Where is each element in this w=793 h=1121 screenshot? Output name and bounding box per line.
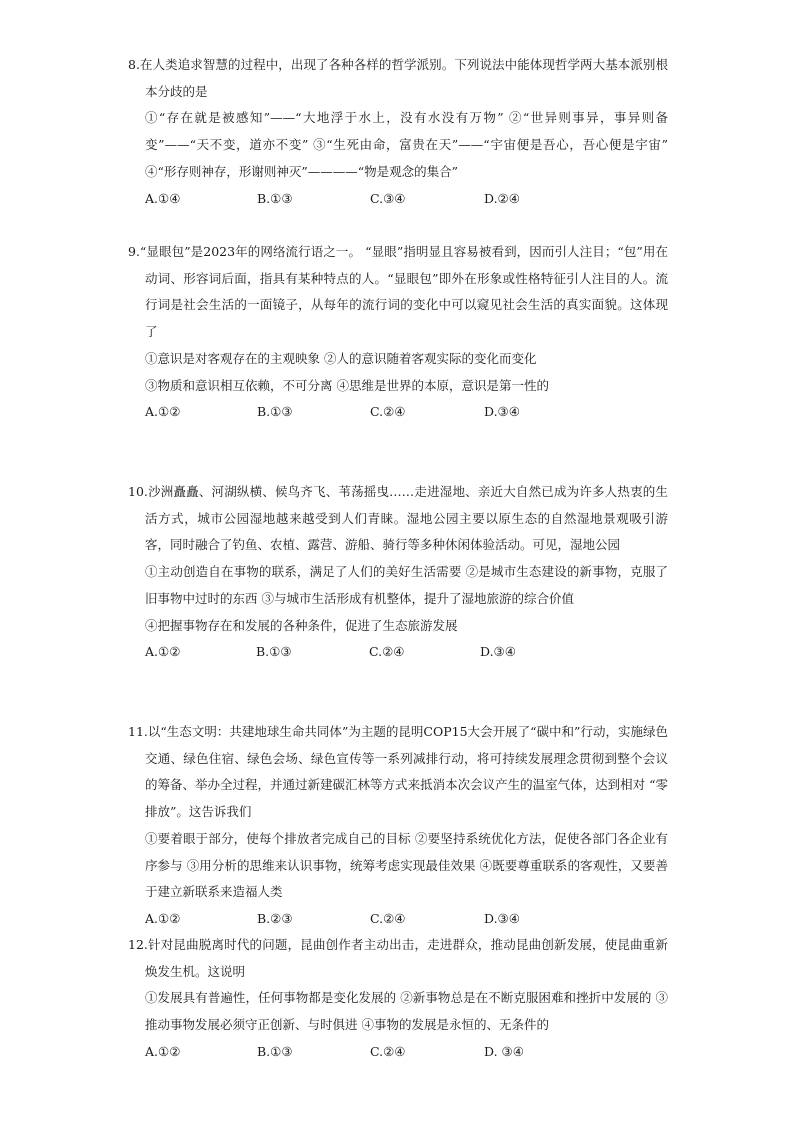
question-statements <box>128 346 668 399</box>
option-d[interactable]: D.③④ <box>480 644 516 660</box>
option-d[interactable]: D.②④ <box>484 190 520 206</box>
question-10 <box>128 479 668 666</box>
statements-line-2: ③物质和意识相互依赖，不可分离 ④思维是世界的本原，意识是第一性的 <box>145 377 549 393</box>
question-statements: ①“存在就是被感知”——“大地浮于水上，没有水没有万物” ②“世异则事异，事异则备变”——“天不变，道亦不变” ③“生死由命，富贵在天”——“宇宙便是吾心，吾心便是宇宙” ④“形存则神存，形谢则神灭”————“物是观念的集合” <box>145 110 668 179</box>
option-b[interactable]: B.①③ <box>256 644 292 660</box>
option-d[interactable]: D.③④ <box>484 910 520 926</box>
option-a[interactable]: A.①② <box>145 644 181 660</box>
option-c[interactable]: C.③④ <box>370 190 406 206</box>
question-stem: 12.针对昆曲脱离时代的问题，昆曲创作者主动出击，走进群众，推动昆曲创新发展，使昆曲重新焕发生机。这说明 <box>128 937 668 979</box>
question-stem: 9.“显眼包”是2023年的网络流行语之一。 “显眼”指明显且容易被看到，因而引人注目；“包”用在动词、形容词后面，指具有某种特点的人。“显眼包”即外在形象或性格特征引人注目的人。流行词是社会生活的一面镜子，从每年的流行词的变化中可以窥见社会生活的真实面貌。这体现了 <box>128 244 668 340</box>
question-stem: 11.以“生态文明：共建地球生命共同体”为主题的昆明COP15大会开展了“碳中和”行动，实施绿色交通、绿色住宿、绿色会场、绿色宣传等一系列减排行动，将可持续发展理念贯彻到整个会议的筹备、举办全过程，并通过新建碳汇林等方式来抵消本次会议产生的温室气体，达到相对 “零排放”。这告诉我们 <box>128 724 668 820</box>
answer-options <box>128 399 668 426</box>
option-b[interactable]: B.②③ <box>257 910 293 926</box>
option-c[interactable]: C.②④ <box>370 910 406 926</box>
question-statements: ①发展具有普遍性，任何事物都是变化发展的 ②新事物总是在不断克服困难和挫折中发展的 ③推动事物发展必须守正创新、与时俱进 ④事物的发展是永恒的、无条件的 <box>145 990 668 1033</box>
option-c[interactable]: C.②④ <box>370 404 406 420</box>
option-c[interactable]: C.②④ <box>370 1043 406 1059</box>
statements-line-1: ①意识是对客观存在的主观映象 ②人的意识随着客观实际的变化而变化 <box>145 350 537 366</box>
option-b[interactable]: B.①③ <box>257 404 293 420</box>
statements-line-1: ①主动创造自在事物的联系，满足了人们的美好生活需要 ②是城市生态建设的新事物，克服了旧事物中过时的东西 ③与城市生活形成有机整体，提升了湿地旅游的综合价值 <box>145 564 668 606</box>
question-11 <box>128 719 668 933</box>
option-c[interactable]: C.②④ <box>369 644 405 660</box>
question-12 <box>128 932 668 1066</box>
option-d[interactable]: D.③④ <box>484 404 520 420</box>
option-d[interactable]: D. ③④ <box>484 1043 524 1059</box>
statements-line-2: ④把握事物存在和发展的各种条件，促进了生态旅游发展 <box>145 617 458 633</box>
option-a[interactable]: A.①② <box>145 1043 181 1059</box>
option-a[interactable]: A.①② <box>145 910 181 926</box>
question-statements <box>128 559 668 639</box>
answer-options <box>128 1039 668 1066</box>
question-8 <box>128 52 668 212</box>
answer-options <box>128 639 668 666</box>
answer-options <box>128 906 668 933</box>
option-a[interactable]: A.①② <box>145 404 181 420</box>
question-9 <box>128 239 668 426</box>
answer-options <box>128 186 668 213</box>
question-statements: ①要着眼于部分，使每个排放者完成自己的目标 ②要坚持系统优化方法，促使各部门各企业有序参与 ③用分析的思维来认识事物，统筹考虑实现最佳效果 ④既要尊重联系的客观性，又要善于建立新联系来造福人类 <box>145 830 668 900</box>
question-stem: 10.沙洲矗矗、河湖纵横、候鸟齐飞、苇荡摇曳……走进湿地、亲近大自然已成为许多人热衷的生活方式，城市公园湿地越来越受到人们青睐。湿地公园主要以原生态的自然湿地景观吸引游客，同时融合了钓鱼、农植、露营、游船、骑行等多种休闲体验活动。可见，湿地公园 <box>128 484 668 553</box>
option-b[interactable]: B.①③ <box>257 190 293 206</box>
question-stem: 8.在人类追求智慧的过程中，出现了各种各样的哲学派别。下列说法中能体现哲学两大基本派别根本分歧的是 <box>128 57 668 99</box>
option-a[interactable]: A.①④ <box>145 190 181 206</box>
option-b[interactable]: B.①③ <box>257 1043 293 1059</box>
